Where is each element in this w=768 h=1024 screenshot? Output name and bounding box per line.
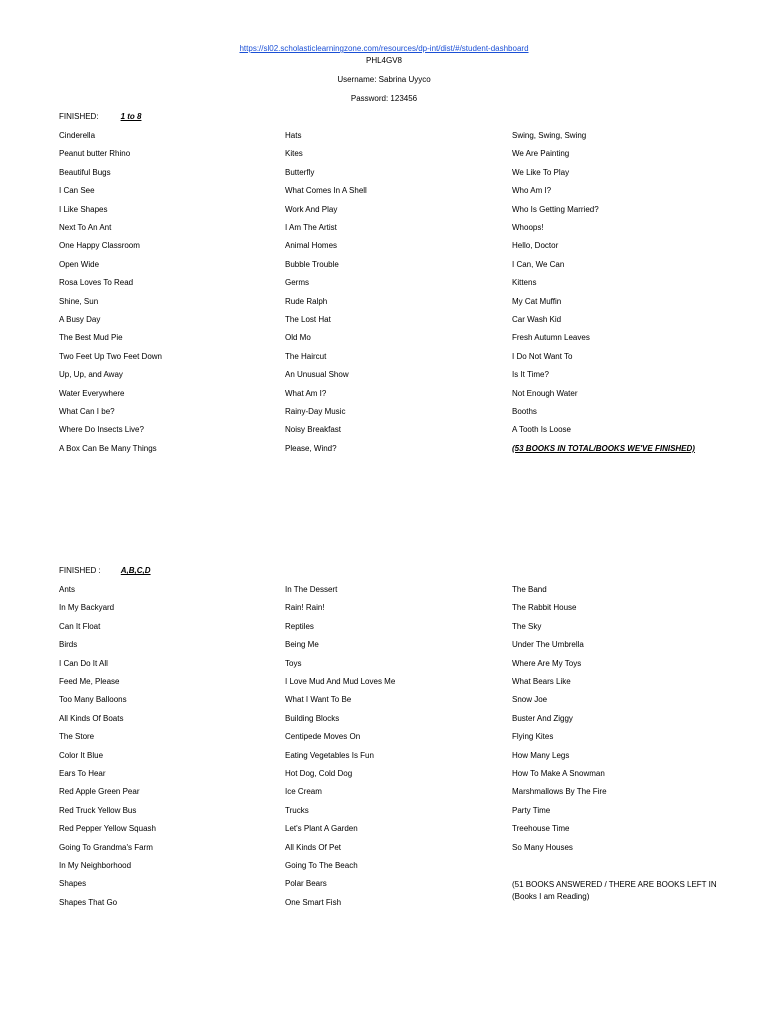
book-title: How To Make A Snowman [512, 769, 605, 778]
book-title: All Kinds Of Boats [59, 713, 124, 723]
finished-range: A,B,C,D [120, 566, 151, 575]
book-title: What Can I be? [59, 407, 115, 416]
book-title: What Bears Like [512, 677, 571, 686]
book-title: Color It Blue [59, 750, 104, 760]
book-title: Car Wash Kid [512, 315, 562, 324]
book-title: Whoops! [512, 223, 544, 232]
book-title: We Like To Play [512, 167, 570, 177]
book-title: How Many Legs [512, 750, 570, 760]
book-title: Germs [285, 278, 309, 288]
book-title: I Like Shapes [59, 204, 108, 214]
book-title: Birds [59, 640, 78, 650]
book-title: The Store [59, 732, 95, 742]
book-title: Please, Wind? [285, 443, 337, 453]
book-title: Let's Plant A Garden [285, 824, 358, 834]
book-title: In The Dessert [285, 585, 338, 594]
book-title: Shapes [59, 879, 87, 889]
book-title: Two Feet Up Two Feet Down [59, 351, 163, 361]
book-title: Under The Umbrella [512, 640, 584, 650]
book-title: I Am The Artist [285, 223, 337, 232]
book-title: Hats [285, 131, 302, 140]
book-title: Ants [59, 585, 76, 594]
book-title: An Unusual Show [285, 370, 349, 380]
finished-label: FINISHED: [59, 112, 99, 121]
book-title: Cinderella [59, 131, 96, 140]
book-title: Where Do Insects Live? [59, 425, 144, 435]
book-title: What Am I? [285, 388, 327, 398]
book-title: One Happy Classroom [59, 241, 140, 251]
book-title: Next To An Ant [59, 223, 112, 232]
book-title: Noisy Breakfast [285, 425, 342, 435]
book-title: Who Am I? [512, 186, 552, 196]
book-title: Bubble Trouble [285, 259, 339, 269]
book-title: I Do Not Want To [512, 351, 573, 361]
book-title: A Box Can Be Many Things [59, 443, 157, 453]
book-title: Building Blocks [285, 713, 340, 723]
book-title: I Can Do It All [59, 658, 108, 668]
book-title: The Band [512, 585, 547, 594]
book-title: Feed Me, Please [59, 677, 120, 686]
book-title: Polar Bears [285, 879, 327, 889]
book-title: Is It Time? [512, 370, 549, 380]
book-title: Red Apple Green Pear [59, 787, 140, 797]
book-title: Not Enough Water [512, 388, 578, 398]
book-title: What Comes In A Shell [285, 186, 367, 196]
total-note: (53 BOOKS IN TOTAL/BOOKS WE'VE FINISHED) [512, 443, 695, 453]
book-title: Rosa Loves To Read [59, 278, 134, 288]
book-title: The Best Mud Pie [59, 333, 123, 343]
book-title: Red Pepper Yellow Squash [59, 824, 156, 834]
reading-note: (Books I am Reading) [512, 892, 590, 902]
book-title: We Are Painting [512, 149, 570, 159]
book-title: The Rabbit House [512, 603, 577, 613]
book-title: Ears To Hear [59, 769, 106, 778]
book-title: Trucks [285, 805, 309, 815]
book-title: Open Wide [59, 259, 100, 269]
book-title: Hot Dog, Cold Dog [285, 769, 353, 778]
book-title: Ice Cream [285, 787, 322, 797]
book-title: The Haircut [285, 351, 327, 361]
book-title: I Love Mud And Mud Loves Me [285, 677, 396, 686]
book-title: Flying Kites [512, 732, 554, 742]
class-code: PHL4GV8 [365, 56, 403, 65]
password-line: Password: 123456 [350, 94, 418, 103]
dashboard-link[interactable]: https://sl02.scholasticlearningzone.com/resources/dp-int/dist/#/student-dashboard [239, 44, 529, 53]
finished-heading-1 [59, 112, 141, 121]
book-title: What I Want To Be [285, 695, 352, 705]
book-title: All Kinds Of Pet [285, 842, 342, 852]
book-title: Shine, Sun [59, 296, 99, 306]
book-title: Swing, Swing, Swing [512, 131, 587, 140]
book-title: Up, Up, and Away [59, 370, 123, 380]
book-title: Water Everywhere [59, 388, 125, 398]
book-title: Too Many Balloons [59, 695, 127, 705]
book-title: Treehouse Time [512, 824, 570, 834]
book-title: Snow Joe [512, 695, 548, 705]
book-title: I Can, We Can [512, 259, 565, 269]
book-title: Reptiles [285, 621, 314, 631]
book-title: So Many Houses [512, 842, 573, 852]
book-title: Eating Vegetables Is Fun [285, 750, 374, 760]
book-title: Buster And Ziggy [512, 713, 573, 723]
book-title: Rain! Rain! [285, 603, 325, 613]
book-title: Going To The Beach [285, 861, 358, 870]
book-title: Old Mo [285, 333, 311, 343]
book-title: Being Me [285, 640, 319, 650]
book-title: In My Backyard [59, 603, 115, 613]
book-title: Work And Play [285, 204, 338, 214]
book-title: Party Time [512, 805, 551, 815]
book-title: My Cat Muffin [512, 296, 562, 306]
book-title: Beautiful Bugs [59, 167, 111, 177]
book-title: One Smart Fish [285, 897, 342, 907]
book-title: Fresh Autumn Leaves [512, 333, 590, 343]
book-title: Hello, Doctor [512, 241, 559, 251]
finished-range: 1 to 8 [120, 112, 142, 121]
book-title: Going To Grandma's Farm [59, 842, 153, 852]
book-title: Animal Homes [285, 241, 338, 251]
book-title: Red Truck Yellow Bus [59, 805, 137, 815]
book-title: Toys [285, 658, 302, 668]
book-title: Kites [285, 149, 303, 159]
book-title: Can It Float [59, 621, 101, 631]
book-title: Rude Ralph [285, 296, 328, 306]
finished-label: FINISHED : [59, 566, 101, 575]
finished-heading-2 [59, 566, 151, 575]
book-title: Who Is Getting Married? [512, 204, 599, 214]
book-title: Peanut butter Rhino [59, 149, 131, 159]
book-title: Centipede Moves On [285, 732, 361, 742]
book-title: A Busy Day [59, 315, 101, 324]
book-title: Rainy-Day Music [285, 407, 346, 416]
book-title: Kittens [512, 278, 537, 288]
book-title: Butterfly [285, 167, 315, 177]
book-title: The Sky [512, 621, 542, 631]
book-title: Marshmallows By The Fire [512, 787, 607, 797]
book-title: Where Are My Toys [512, 658, 582, 668]
book-title: I Can See [59, 186, 95, 196]
answered-note: (51 BOOKS ANSWERED / THERE ARE BOOKS LEFT IN [512, 880, 717, 890]
book-title: Booths [512, 407, 537, 416]
book-title: The Lost Hat [285, 315, 331, 324]
book-title: In My Neighborhood [59, 861, 132, 870]
book-title: Shapes That Go [59, 897, 118, 907]
book-title: A Tooth Is Loose [512, 425, 572, 435]
username-line: Username: Sabrina Uyyco [337, 75, 431, 84]
